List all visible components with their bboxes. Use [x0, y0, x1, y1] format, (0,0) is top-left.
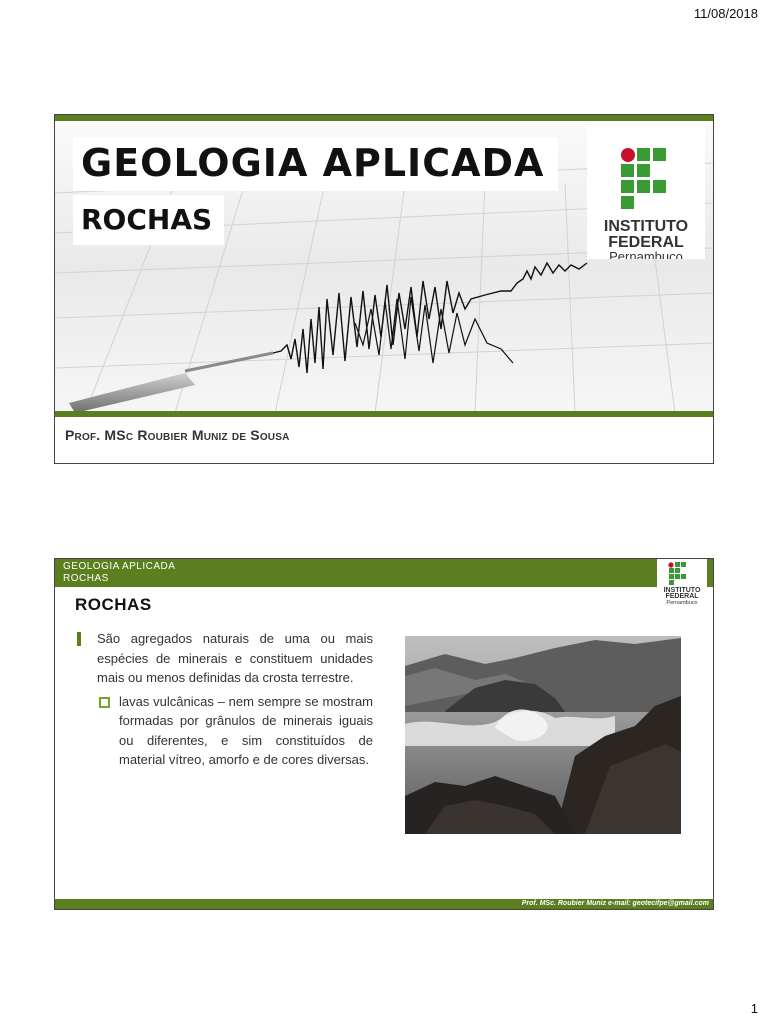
- bullet-list: [77, 629, 373, 770]
- institute-logo-small: [657, 559, 707, 605]
- content-slide: [54, 558, 714, 910]
- header-text: [63, 561, 175, 585]
- slide-heading: ROCHAS: [75, 595, 152, 614]
- page-number: 1: [750, 1001, 758, 1016]
- sub-bullet-text: lavas vulcânicas – nem sempre se mostram formadas por grânulos de minerais iguais ou diferentes, e sim constituídos de material vítreo, amorfo e de cores diversas.: [119, 693, 373, 767]
- header-line1: GEOLOGIA APLICADA: [63, 561, 176, 572]
- logo-line1: INSTITUTO: [603, 218, 689, 235]
- bullet-item: [77, 629, 373, 688]
- slide-top-bar: [55, 115, 713, 121]
- small-logo-line2: FEDERAL: [665, 593, 699, 600]
- title-box: [73, 137, 558, 191]
- title-slide: [54, 114, 714, 464]
- slide-subtitle: ROCHAS: [81, 203, 213, 236]
- ifpe-logo-icon: [657, 559, 707, 605]
- small-logo-line3: Pernambuco: [666, 600, 698, 605]
- bullet-text: São agregados naturais de uma ou mais espécies de minerais e constituem unidades mais ou menos definidas da crosta terrestre.: [97, 631, 373, 685]
- slide-bottom-bar: [55, 411, 713, 417]
- ifpe-logo-icon: [587, 127, 705, 259]
- sub-bullet-item: [99, 692, 373, 770]
- page-date: 11/08/2018: [693, 6, 758, 21]
- author-name: Prof. MSc Roubier Muniz de Sousa: [65, 427, 290, 443]
- subtitle-box: [73, 195, 224, 245]
- small-logo-line1: INSTITUTO: [663, 587, 701, 594]
- bullet-bar-icon: [77, 632, 81, 646]
- institute-logo: [587, 127, 705, 259]
- logo-line2: FEDERAL: [608, 234, 684, 251]
- footer-text: Prof. MSc. Roubier Muniz e-mail: geotecifpe@gmail.com: [521, 900, 709, 907]
- slide-title: GEOLOGIA APLICADA: [81, 141, 545, 185]
- square-bullet-icon: [99, 697, 110, 708]
- slide-header-bar: [55, 559, 713, 587]
- slide-footer-bar: [55, 899, 713, 909]
- coastal-rocks-photo: [405, 636, 681, 834]
- header-line2: ROCHAS: [63, 573, 109, 584]
- logo-line3: Pernambuco: [609, 249, 683, 259]
